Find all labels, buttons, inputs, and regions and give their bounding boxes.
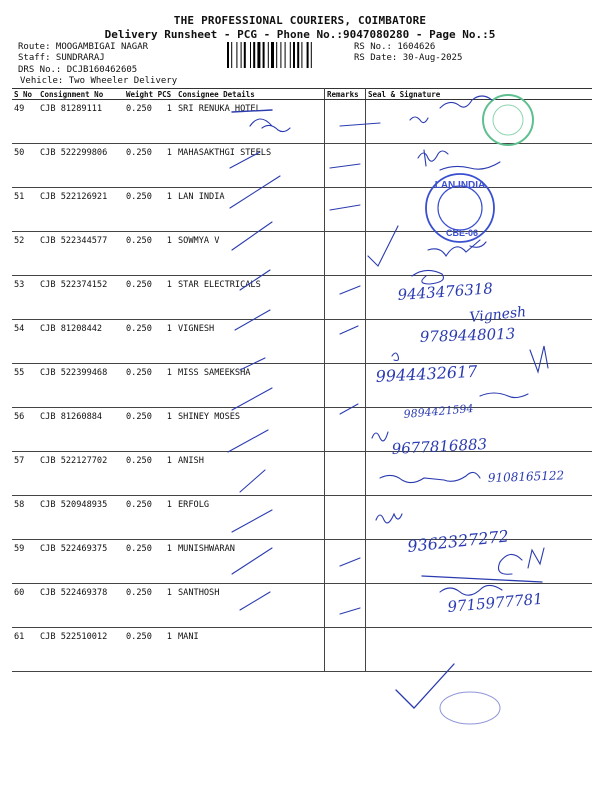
row-seal-signature: [366, 584, 593, 628]
handwritten-phone-row55b: 9944432617: [375, 361, 478, 386]
row-weight-pcs: [124, 496, 176, 540]
table-row: [12, 320, 592, 364]
row-weight: 0.250: [126, 236, 152, 246]
row-weight: 0.250: [126, 324, 152, 334]
row-remarks: [325, 232, 366, 276]
handwritten-phone-row56: 9894421594: [403, 401, 474, 421]
row-consignment-no: CJB 522399468: [38, 364, 124, 408]
row-sno: 51: [12, 188, 38, 232]
table-row: [12, 276, 592, 320]
col-consignee: Consignee Details: [176, 89, 325, 100]
row-consignment-no: CJB 522510012: [38, 628, 124, 672]
row-consignee: MAHASAKTHGI STEELS: [176, 144, 325, 188]
row-weight: 0.250: [126, 544, 152, 554]
row-seal-signature: [366, 540, 593, 584]
table-row: [12, 364, 592, 408]
handwritten-name-row54: Vignesh: [468, 304, 527, 326]
runsheet-subtitle: Delivery Runsheet - PCG - Phone No.:9047080280 - Page No.:5: [104, 28, 496, 41]
row-sno: 54: [12, 320, 38, 364]
row-weight-pcs: [124, 320, 176, 364]
row-consignment-no: CJB 81289111: [38, 100, 124, 144]
handwritten-phone-row59: 9362327272: [406, 526, 510, 556]
row-weight-pcs: [124, 540, 176, 584]
row-consignment-no: CJB 81208442: [38, 320, 124, 364]
table-row: [12, 408, 592, 452]
row-remarks: [325, 628, 366, 672]
row-seal-signature: [366, 320, 593, 364]
table-row: [12, 540, 592, 584]
row-pcs: 1: [166, 368, 172, 378]
row-sno: 52: [12, 232, 38, 276]
row-sno: 57: [12, 452, 38, 496]
row-seal-signature: [366, 100, 593, 144]
row-pcs: 1: [166, 236, 172, 246]
row-weight-pcs: [124, 276, 176, 320]
table-row: [12, 628, 592, 672]
row-sno: 58: [12, 496, 38, 540]
table-row: [12, 232, 592, 276]
row-consignment-no: CJB 522344577: [38, 232, 124, 276]
row-weight-pcs: [124, 188, 176, 232]
row-weight: 0.250: [126, 148, 152, 158]
row-weight: 0.250: [126, 104, 152, 114]
row-consignee: VIGNESH: [176, 320, 325, 364]
handwritten-phone-row54: 9443476318: [397, 279, 494, 304]
row-pcs: 1: [166, 500, 172, 510]
row-consignee: SHINEY MOSES: [176, 408, 325, 452]
row-pcs: 1: [166, 412, 172, 422]
row-consignment-no: CJB 520948935: [38, 496, 124, 540]
row-seal-signature: [366, 408, 593, 452]
table-row: [12, 188, 592, 232]
row-pcs: 1: [166, 324, 172, 334]
row-consignee: ERFOLG: [176, 496, 325, 540]
row-remarks: [325, 408, 366, 452]
row-weight: 0.250: [126, 500, 152, 510]
handwritten-phone-row55: 9789448013: [419, 324, 516, 346]
row-pcs: 1: [166, 280, 172, 290]
table-header: [12, 89, 592, 100]
row-consignee: MANI: [176, 628, 325, 672]
row-pcs: 1: [166, 456, 172, 466]
row-sno: 49: [12, 100, 38, 144]
row-consignee: ANISH: [176, 452, 325, 496]
table-row: [12, 100, 592, 144]
row-remarks: [325, 452, 366, 496]
row-pcs: 1: [166, 632, 172, 642]
row-pcs: 1: [166, 588, 172, 598]
row-remarks: [325, 100, 366, 144]
row-consignment-no: CJB 522469378: [38, 584, 124, 628]
row-remarks: [325, 276, 366, 320]
route-label: Route: MOOGAMBIGAI NAGAR: [18, 42, 149, 52]
row-seal-signature: [366, 144, 593, 188]
table-row: [12, 496, 592, 540]
row-weight: 0.250: [126, 192, 152, 202]
row-weight-pcs: [124, 100, 176, 144]
rs-date: RS Date: 30-Aug-2025: [354, 53, 463, 63]
row-weight: 0.250: [126, 412, 152, 422]
row-pcs: 1: [166, 104, 172, 114]
row-pcs: 1: [166, 148, 172, 158]
col-sno: S No: [12, 89, 38, 100]
row-seal-signature: [366, 628, 593, 672]
row-consignment-no: CJB 522126921: [38, 188, 124, 232]
row-seal-signature: [366, 496, 593, 540]
handwritten-phone-row61: 9715977781: [446, 589, 544, 616]
row-weight-pcs: [124, 584, 176, 628]
row-remarks: [325, 188, 366, 232]
row-weight: 0.250: [126, 632, 152, 642]
table-row: [12, 144, 592, 188]
row-consignee: MUNISHWARAN: [176, 540, 325, 584]
row-consignee: MISS SAMEEKSHA: [176, 364, 325, 408]
stamp-text-top: LAN INDIA: [434, 180, 486, 191]
staff-label: Staff: SUNDRARAJ: [18, 53, 105, 63]
row-weight-pcs: [124, 408, 176, 452]
row-sno: 60: [12, 584, 38, 628]
handwritten-phone-row57: 9677816883: [391, 435, 488, 458]
row-consignee: SRI RENUKA HOTEL: [176, 100, 325, 144]
row-weight-pcs: [124, 452, 176, 496]
row-pcs: 1: [166, 192, 172, 202]
col-remarks: Remarks: [325, 89, 366, 100]
row-weight-pcs: [124, 628, 176, 672]
col-weight-pcs: Weight PCS: [124, 89, 176, 100]
col-seal-signature: Seal & Signature: [366, 89, 593, 100]
row-seal-signature: [366, 232, 593, 276]
row-weight-pcs: [124, 144, 176, 188]
handwritten-phone-row58: 9108165122: [487, 468, 565, 485]
barcode: [227, 42, 349, 68]
row-sno: 59: [12, 540, 38, 584]
row-consignment-no: CJB 522299806: [38, 144, 124, 188]
row-consignee: LAN INDIA: [176, 188, 325, 232]
row-weight: 0.250: [126, 588, 152, 598]
row-seal-signature: [366, 452, 593, 496]
row-seal-signature: [366, 276, 593, 320]
row-consignment-no: CJB 81260884: [38, 408, 124, 452]
col-consignment: Consignment No: [38, 89, 124, 100]
row-remarks: [325, 496, 366, 540]
row-remarks: [325, 320, 366, 364]
row-remarks: [325, 540, 366, 584]
row-pcs: 1: [166, 544, 172, 554]
rs-number: RS No.: 1604626: [354, 42, 436, 52]
row-weight-pcs: [124, 232, 176, 276]
row-sno: 61: [12, 628, 38, 672]
row-consignee: STAR ELECTRICALS: [176, 276, 325, 320]
drs-number: DRS No.: DCJB160462605: [18, 65, 138, 75]
table-row: [12, 584, 592, 628]
company-title: THE PROFESSIONAL COURIERS, COIMBATORE: [173, 14, 427, 27]
row-seal-signature: [366, 361, 593, 408]
row-weight-pcs: [124, 364, 176, 408]
row-weight: 0.250: [126, 368, 152, 378]
row-weight: 0.250: [126, 456, 152, 466]
row-remarks: [325, 584, 366, 628]
table-row: [12, 452, 592, 496]
row-weight: 0.250: [126, 280, 152, 290]
vehicle-label: Vehicle: Two Wheeler Delivery: [20, 76, 178, 86]
row-consignee: SANTHOSH: [176, 584, 325, 628]
row-remarks: [325, 144, 366, 188]
stamp-text-bottom: CBE-06: [445, 228, 479, 238]
row-remarks: [325, 364, 366, 408]
row-consignment-no: CJB 522127702: [38, 452, 124, 496]
row-consignee: SOWMYA V: [176, 232, 325, 276]
row-sno: 53: [12, 276, 38, 320]
row-seal-signature: [366, 188, 593, 232]
row-sno: 55: [12, 364, 38, 408]
row-sno: 56: [12, 408, 38, 452]
row-consignment-no: CJB 522374152: [38, 276, 124, 320]
row-sno: 50: [12, 144, 38, 188]
row-consignment-no: CJB 522469375: [38, 540, 124, 584]
runsheet-table: [12, 88, 592, 672]
